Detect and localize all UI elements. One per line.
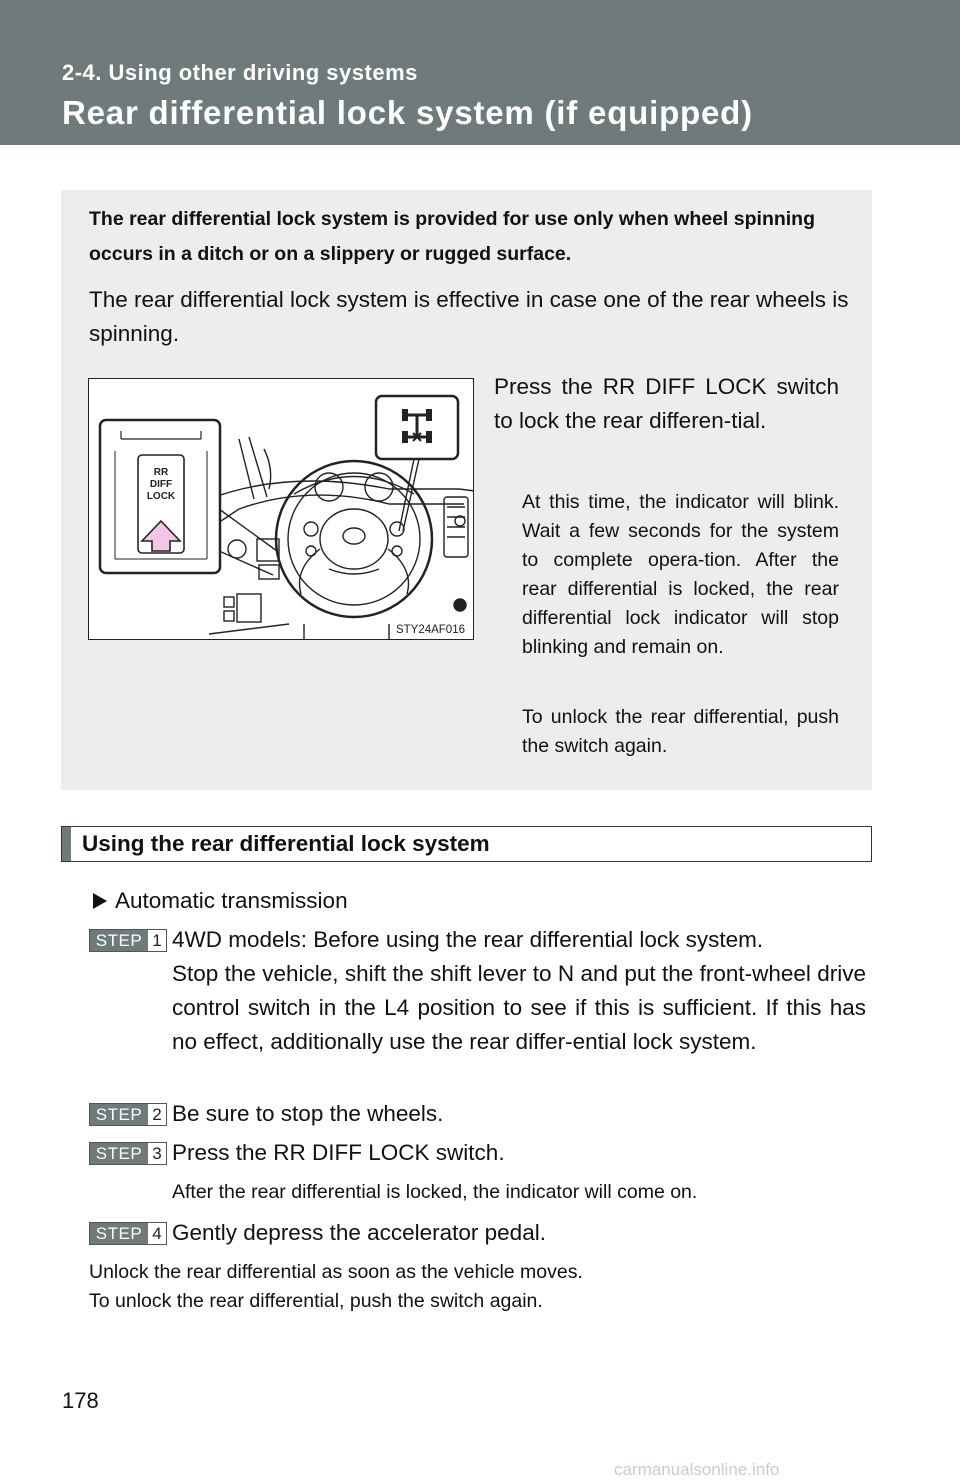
- intro-text: The rear differential lock system is effective in case one of the rear wheels is spinning.: [89, 287, 849, 346]
- step-badge-3: [89, 1142, 167, 1165]
- page-number: 178: [62, 1388, 99, 1413]
- indicator-note: At this time, the indicator will blink. Wait a few seconds for the system to complete opera-tion. After the rear differential is locked, the rear differential lock indicator will stop blinking and remain on.: [522, 491, 839, 658]
- step-2-text: Be sure to stop the wheels.: [172, 1101, 444, 1126]
- dashboard-illustration: [89, 379, 474, 640]
- transmission-text: Automatic transmission: [115, 888, 348, 913]
- step-number: 1: [152, 931, 162, 950]
- step-badge-2: [89, 1103, 167, 1126]
- subheading-text: Using the rear differential lock system: [82, 831, 490, 856]
- unlock-note: To unlock the rear differential, push the switch again.: [522, 706, 839, 757]
- press-instruction: Press the RR DIFF LOCK switch to lock the rear differen-tial.: [494, 374, 839, 433]
- step-number: 3: [152, 1144, 162, 1163]
- dashboard-figure: [88, 378, 474, 640]
- bottom-notes: [89, 1258, 583, 1316]
- switch-label-line-3: LOCK: [146, 491, 176, 502]
- page-header: [0, 0, 960, 145]
- switch-label-line-2: DIFF: [149, 479, 173, 490]
- watermark: carmanualsonline.info: [614, 1460, 780, 1479]
- step-number: 2: [152, 1105, 162, 1124]
- step-3-text: Press the RR DIFF LOCK switch.: [172, 1140, 505, 1165]
- bottom-note-1: Unlock the rear differential as soon as the vehicle moves.: [89, 1261, 583, 1283]
- subheading-accent-bar: [62, 827, 71, 861]
- step-3-subnote: After the rear differential is locked, the indicator will come on.: [172, 1181, 698, 1203]
- section-label: 2-4. Using other driving systems: [62, 60, 418, 85]
- step-4-text: Gently depress the accelerator pedal.: [172, 1220, 546, 1245]
- transmission-label: [93, 885, 348, 917]
- step-word: STEP: [90, 930, 148, 951]
- step-1-line-1: 4WD models: Before using the rear differential lock system.: [172, 927, 764, 952]
- step-word: STEP: [90, 1223, 148, 1244]
- triangle-right-icon: [93, 893, 107, 909]
- step-1-text: [172, 923, 866, 1059]
- step-badge-4: [89, 1222, 167, 1245]
- step-1-body: Stop the vehicle, shift the shift lever to N and put the front-wheel drive control switch in the L4 position to see if this is sufficient. If this has no effect, additionally use the rear differ-ential lock system.: [172, 961, 866, 1054]
- page-title: Rear differential lock system (if equipped): [62, 94, 753, 131]
- intro-box: [61, 190, 872, 790]
- intro-bold-text: The rear differential lock system is provided for use only when wheel spinning occurs in a ditch or on a slippery or rugged surface.: [89, 208, 816, 265]
- step-word: STEP: [90, 1143, 148, 1164]
- figure-code: STY24AF016: [395, 624, 465, 636]
- switch-label-line-1: RR: [153, 467, 169, 478]
- step-word: STEP: [90, 1104, 148, 1125]
- rr-diff-lock-switch-callout: [100, 420, 220, 573]
- step-number: 4: [152, 1224, 162, 1243]
- step-badge-1: [89, 929, 167, 952]
- diff-lock-indicator-callout: [376, 396, 458, 459]
- bottom-note-2: To unlock the rear differential, push the switch again.: [89, 1290, 543, 1312]
- subheading: [61, 826, 872, 862]
